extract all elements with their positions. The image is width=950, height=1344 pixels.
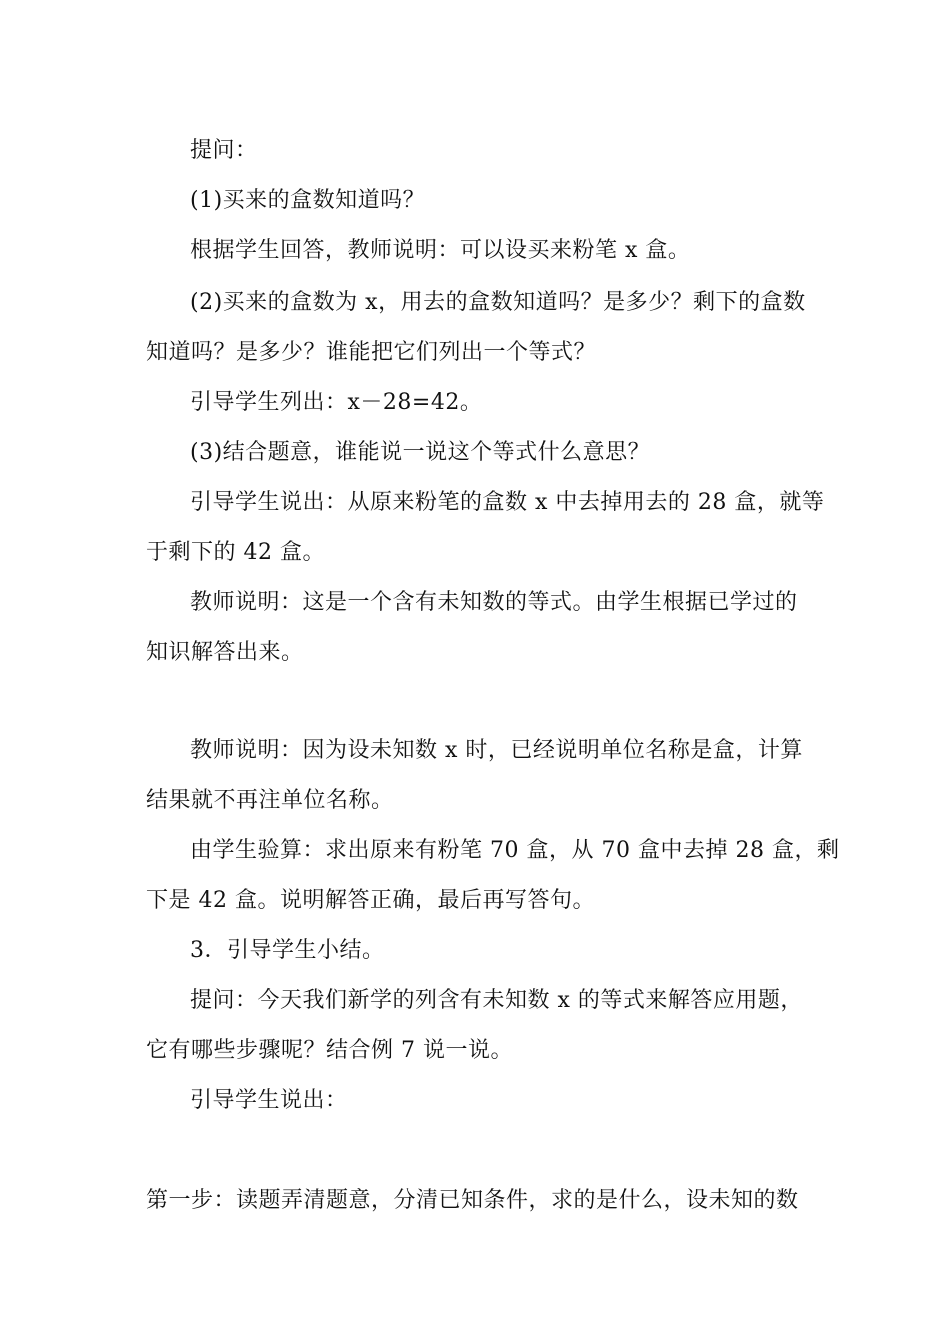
paragraph-question-3: (3)结合题意，谁能说一说这个等式什么意思？ [190, 440, 651, 465]
paragraph-teacher-explain-3-line-1: 教师说明：因为设未知数 x 时，已经说明单位名称是盒，计算 [190, 738, 803, 763]
paragraph-teacher-explain-2-line-1: 教师说明：这是一个含有未知数的等式。由学生根据已学过的 [190, 590, 798, 615]
paragraph-guide-students: 引导学生说出： [190, 1088, 348, 1113]
paragraph-teacher-explain-2-line-2: 知识解答出来。 [146, 640, 304, 665]
paragraph-verification-line-1: 由学生验算：求出原来有粉笔 70 盒，从 70 盒中去掉 28 盒，剩 [190, 838, 840, 863]
paragraph-equation: 引导学生列出：x－28=42。 [190, 390, 483, 415]
paragraph-question-2-line-2: 知道吗？是多少？谁能把它们列出一个等式？ [146, 340, 597, 365]
paragraph-teacher-explain-1: 根据学生回答，教师说明：可以设买来粉笔 x 盒。 [190, 238, 691, 263]
paragraph-explanation-line-1: 引导学生说出：从原来粉笔的盒数 x 中去掉用去的 28 盒，就等 [190, 490, 825, 515]
paragraph-step-1: 第一步：读题弄清题意，分清已知条件，求的是什么，设未知的数 [146, 1188, 799, 1213]
paragraph-summary-question-line-2: 它有哪些步骤呢？结合例 7 说一说。 [146, 1038, 513, 1063]
paragraph-question-label: 提问： [190, 138, 258, 163]
paragraph-question-1: (1)买来的盒数知道吗？ [190, 188, 426, 213]
paragraph-verification-line-2: 下是 42 盒。说明解答正确，最后再写答句。 [146, 888, 595, 913]
paragraph-explanation-line-2: 于剩下的 42 盒。 [146, 540, 325, 565]
paragraph-summary-question-line-1: 提问：今天我们新学的列含有未知数 x 的等式来解答应用题， [190, 988, 803, 1013]
paragraph-summary-heading: 3．引导学生小结。 [190, 938, 385, 963]
paragraph-teacher-explain-3-line-2: 结果就不再注单位名称。 [146, 788, 394, 813]
paragraph-question-2-line-1: (2)买来的盒数为 x，用去的盒数知道吗？是多少？剩下的盒数 [190, 290, 806, 315]
